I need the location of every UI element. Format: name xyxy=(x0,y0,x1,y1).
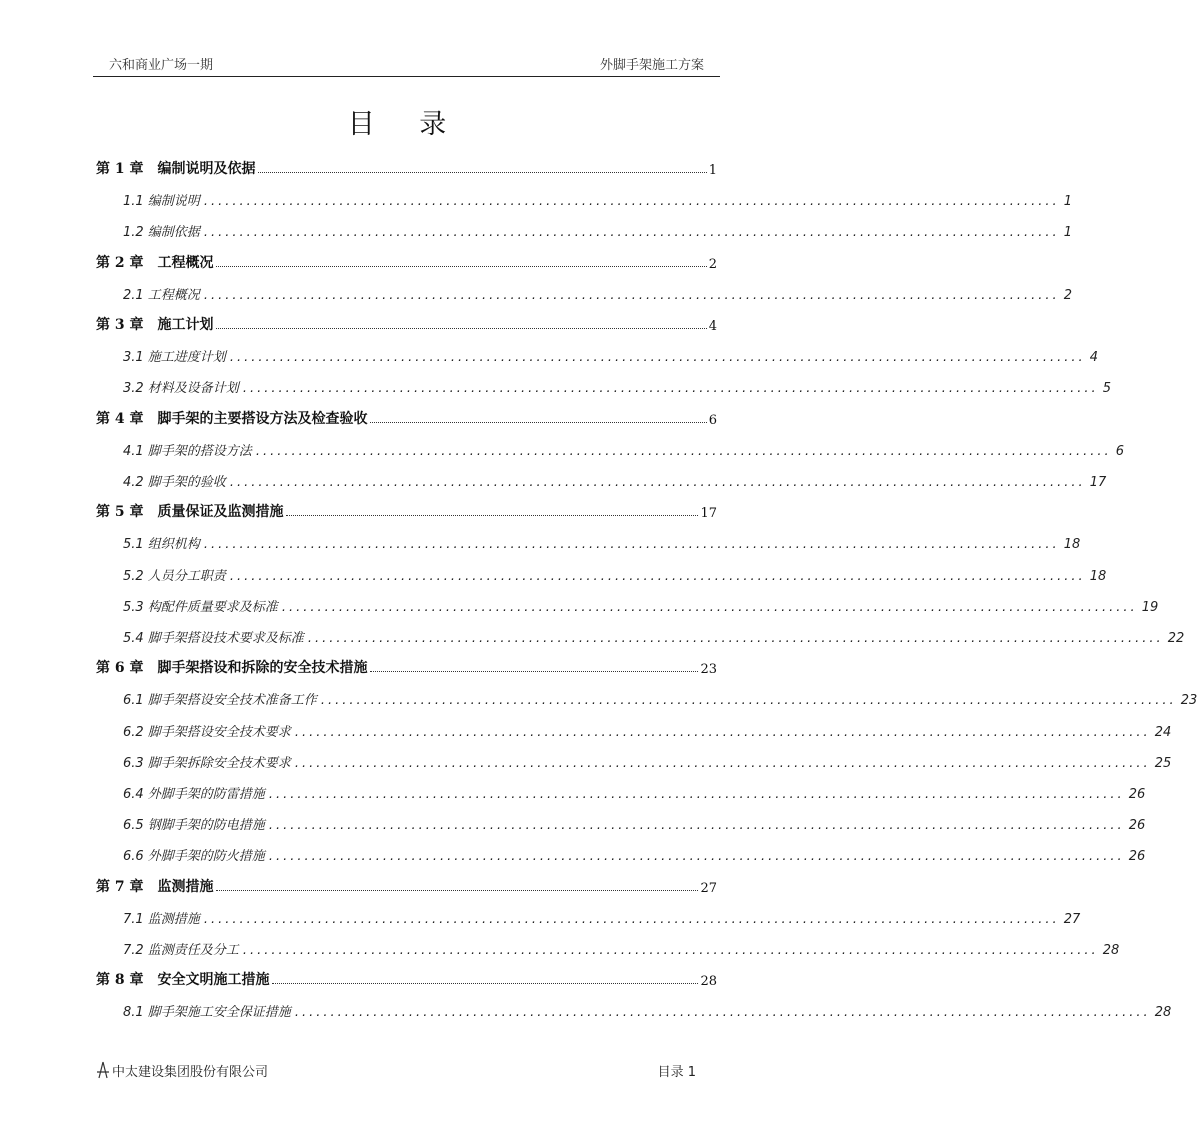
toc-entry-page-number: 5 xyxy=(1102,381,1111,397)
toc-dot-leader: ........................................................................................................................ xyxy=(242,943,1099,958)
toc-section-entry[interactable] xyxy=(123,716,1172,740)
toc-section-entry[interactable] xyxy=(123,435,1124,459)
toc-entry-page-number: 18 xyxy=(1089,568,1107,584)
toc-dot-leader: ........................................................................................................................ xyxy=(320,693,1177,709)
toc-entry-page-number: 4 xyxy=(1089,350,1098,366)
toc-entry-label: 5.1 组织机构 xyxy=(123,537,200,553)
toc-dot-leader xyxy=(216,266,707,267)
toc-entry-label: 4.1 脚手架的搭设方法 xyxy=(123,443,252,459)
toc-entry-page-number: 23 xyxy=(700,662,717,678)
company-logo-icon xyxy=(96,1062,110,1078)
toc-entry-page-number: 19 xyxy=(1141,599,1159,615)
toc-chapter-entry[interactable] xyxy=(96,310,717,334)
toc-entry-page-number: 28 xyxy=(700,974,717,990)
page-title: 目 录 xyxy=(347,109,465,140)
toc-dot-leader: ........................................................................................................................ xyxy=(294,1005,1151,1021)
toc-dot-leader: ........................................................................................................................ xyxy=(229,350,1086,366)
header-document-title: 外脚手架施工方案 xyxy=(599,58,704,73)
toc-entry-page-number: 28 xyxy=(1154,1005,1172,1021)
toc-section-entry[interactable] xyxy=(123,934,1120,958)
toc-dot-leader: ........................................................................................................................ xyxy=(268,818,1125,834)
toc-entry-label: 6.6 外脚手架的防火措施 xyxy=(123,849,265,865)
toc-entry-label: 第 3 章 施工计划 xyxy=(96,317,214,333)
footer-company-name: 中太建设集团股份有限公司 xyxy=(112,1065,269,1080)
toc-entry-label: 第 8 章 安全文明施工措施 xyxy=(96,972,270,989)
toc-entry-label: 第 1 章 编制说明及依据 xyxy=(96,161,256,177)
toc-entry-page-number: 18 xyxy=(1063,537,1081,553)
toc-entry-page-number: 26 xyxy=(1128,849,1146,865)
toc-section-entry[interactable] xyxy=(123,341,1098,366)
toc-entry-label: 6.2 脚手架搭设安全技术要求 xyxy=(123,724,291,740)
toc-entry-page-number: 1 xyxy=(1063,194,1072,210)
toc-section-entry[interactable] xyxy=(123,216,1072,241)
toc-dot-leader xyxy=(286,515,699,516)
toc-dot-leader: ........................................................................................................................ xyxy=(203,194,1060,210)
toc-dot-leader xyxy=(272,983,699,984)
toc-entry-label: 1.1 编制说明 xyxy=(123,194,200,210)
toc-entry-label: 6.1 脚手架搭设安全技术准备工作 xyxy=(123,693,317,709)
toc-dot-leader xyxy=(216,328,707,329)
toc-entry-label: 2.1 工程概况 xyxy=(123,287,200,303)
toc-dot-leader xyxy=(216,890,699,891)
toc-chapter-entry[interactable] xyxy=(96,248,717,272)
toc-dot-leader: ........................................................................................................................ xyxy=(281,599,1138,615)
toc-chapter-entry[interactable] xyxy=(96,965,717,989)
toc-entry-page-number: 24 xyxy=(1154,724,1172,740)
toc-section-entry[interactable] xyxy=(123,684,1197,709)
header-project-name: 六和商业广场一期 xyxy=(109,58,214,73)
toc-section-entry[interactable] xyxy=(123,466,1107,490)
toc-entry-page-number: 25 xyxy=(1154,755,1172,771)
toc-entry-label: 7.2 监测责任及分工 xyxy=(123,943,239,958)
toc-entry-page-number: 26 xyxy=(1128,818,1146,834)
toc-entry-page-number: 17 xyxy=(700,506,717,522)
toc-section-entry[interactable] xyxy=(123,622,1185,646)
toc-entry-label: 6.4 外脚手架的防雷措施 xyxy=(123,787,265,802)
toc-entry-label: 8.1 脚手架施工安全保证措施 xyxy=(123,1005,291,1021)
toc-entry-label: 4.2 脚手架的验收 xyxy=(123,475,226,490)
toc-entry-page-number: 23 xyxy=(1180,693,1197,709)
toc-entry-page-number: 6 xyxy=(708,412,717,428)
toc-entry-page-number: 2 xyxy=(1063,287,1072,303)
toc-section-entry[interactable] xyxy=(123,372,1111,397)
toc-dot-leader: ........................................................................................................................ xyxy=(294,755,1151,771)
toc-entry-label: 第 6 章 脚手架搭设和拆除的安全技术措施 xyxy=(96,660,368,677)
toc-chapter-entry[interactable] xyxy=(96,154,717,178)
toc-entry-page-number: 17 xyxy=(1089,475,1107,490)
toc-entry-label: 3.1 施工进度计划 xyxy=(123,350,226,366)
toc-chapter-entry[interactable] xyxy=(96,653,717,677)
toc-entry-label: 第 4 章 脚手架的主要搭设方法及检查验收 xyxy=(96,410,368,427)
toc-entry-label: 5.4 脚手架搭设技术要求及标准 xyxy=(123,631,304,646)
toc-entry-label: 1.2 编制依据 xyxy=(123,225,200,241)
toc-dot-leader: ........................................................................................................................ xyxy=(307,631,1164,646)
toc-entry-label: 6.5 钢脚手架的防电措施 xyxy=(123,818,265,834)
toc-entry-label: 第 2 章 工程概况 xyxy=(96,254,214,271)
toc-dot-leader: ........................................................................................................................ xyxy=(203,287,1060,303)
toc-chapter-entry[interactable] xyxy=(96,872,717,896)
toc-entry-label: 6.3 脚手架拆除安全技术要求 xyxy=(123,755,291,771)
toc-entry-page-number: 2 xyxy=(708,256,717,272)
toc-section-entry[interactable] xyxy=(123,903,1081,927)
toc-entry-page-number: 28 xyxy=(1102,943,1120,958)
toc-entry-label: 5.2 人员分工职责 xyxy=(123,568,226,584)
page-header xyxy=(93,52,720,77)
toc-dot-leader xyxy=(370,671,699,672)
toc-dot-leader: ........................................................................................................................ xyxy=(268,787,1125,802)
toc-dot-leader xyxy=(258,172,707,173)
toc-dot-leader: ........................................................................................................................ xyxy=(229,475,1086,490)
toc-section-entry[interactable] xyxy=(123,778,1146,802)
toc-entry-label: 3.2 材料及设备计划 xyxy=(123,381,239,397)
toc-dot-leader: ........................................................................................................................ xyxy=(229,568,1086,584)
toc-entry-page-number: 6 xyxy=(1115,443,1124,459)
toc-section-entry[interactable] xyxy=(123,591,1159,615)
footer-page-label: 目录 1 xyxy=(657,1065,696,1080)
toc-dot-leader: ........................................................................................................................ xyxy=(203,537,1060,553)
toc-entry-page-number: 1 xyxy=(708,163,717,178)
toc-entry-page-number: 27 xyxy=(700,880,717,896)
toc-section-entry[interactable] xyxy=(123,809,1146,834)
toc-entry-label: 第 5 章 质量保证及监测措施 xyxy=(96,504,284,521)
toc-dot-leader: ........................................................................................................................ xyxy=(268,849,1125,865)
toc-section-entry[interactable] xyxy=(123,185,1072,210)
toc-entry-page-number: 1 xyxy=(1063,225,1072,241)
toc-entry-label: 第 7 章 监测措施 xyxy=(96,878,214,895)
toc-dot-leader: ........................................................................................................................ xyxy=(203,911,1060,927)
toc-entry-page-number: 26 xyxy=(1128,787,1146,802)
toc-entry-page-number: 22 xyxy=(1167,631,1185,646)
page-footer xyxy=(96,1060,706,1080)
toc-section-entry[interactable] xyxy=(123,560,1107,584)
toc-dot-leader: ........................................................................................................................ xyxy=(203,225,1060,241)
toc-dot-leader: ........................................................................................................................ xyxy=(294,724,1151,740)
toc-entry-label: 7.1 监测措施 xyxy=(123,911,200,927)
toc-dot-leader xyxy=(370,422,707,423)
toc-section-entry[interactable] xyxy=(123,528,1081,553)
toc-chapter-entry[interactable] xyxy=(96,404,717,428)
toc-entry-page-number: 27 xyxy=(1063,911,1081,927)
toc-section-entry[interactable] xyxy=(123,747,1172,771)
toc-dot-leader: ........................................................................................................................ xyxy=(255,443,1112,459)
toc-section-entry[interactable] xyxy=(123,279,1072,303)
toc-section-entry[interactable] xyxy=(123,840,1146,865)
toc-section-entry[interactable] xyxy=(123,996,1172,1021)
toc-chapter-entry[interactable] xyxy=(96,497,717,521)
toc-dot-leader: ........................................................................................................................ xyxy=(242,381,1099,397)
toc-entry-page-number: 4 xyxy=(708,319,717,334)
toc-entry-label: 5.3 构配件质量要求及标准 xyxy=(123,599,278,615)
